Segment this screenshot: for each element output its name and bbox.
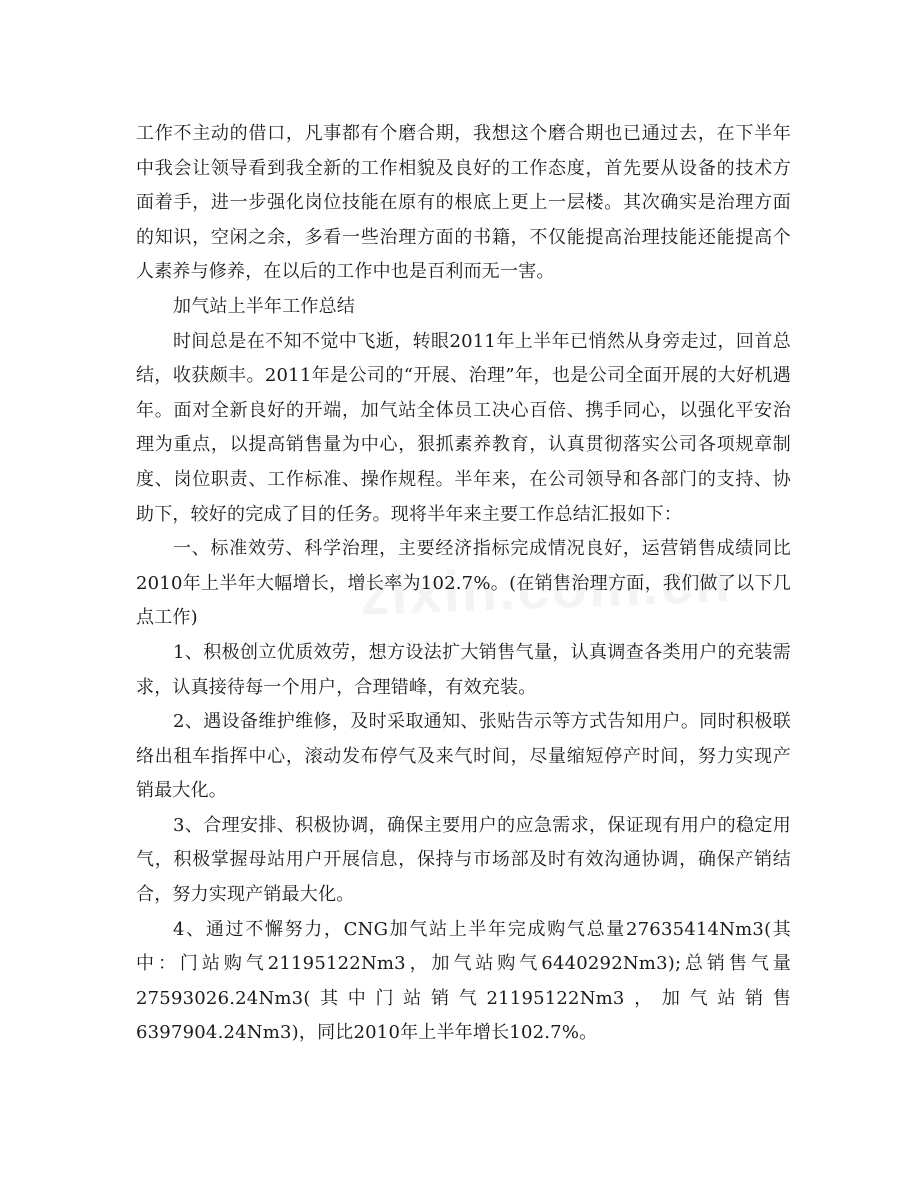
list-item-3: 3、合理安排、积极协调，确保主要用户的应急需求，保证现有用户的稳定用气，积极掌握母站用户开展信息，保持与市场部及时有效沟通协调，确保产销结合，努力实现产销最大化。	[136, 814, 791, 906]
paragraph-continuation: 工作不主动的借口，凡事都有个磨合期，我想这个磨合期也已通过去，在下半年中我会让领导看到我全新的工作相貌及良好的工作态度，首先要从设备的技术方面着手，进一步强化岗位技能在原有的根底上更上一层楼。其次确实是治理方面的知识，空闲之余，多看一些治理方面的书籍，不仅能提高治理技能还能提高个人素养与修养，在以后的工作中也是百利而无一害。	[136, 123, 791, 283]
list-item-4: 4、通过不懈努力，CNG加气站上半年完成购气总量27635414Nm3(其中：门站购气21195122Nm3，加气站购气6440292Nm3);总销售气量27593026.24Nm3(其中门站销气21195122Nm3，加气站销售6397904.24Nm3)，同比2010年上半年增长102.7%。	[136, 918, 791, 1044]
paragraph-intro: 时间总是在不知不觉中飞逝，转眼2011年上半年已悄然从身旁走过，回首总结，收获颇丰。2011年是公司的“开展、治理”年，也是公司全面开展的大好机遇年。面对全新良好的开端，加气站全体员工决心百倍、携手同心，以强化平安治理为重点，以提高销售量为中心，狠抓素养教育，认真贯彻落实公司各项规章制度、岗位职责、工作标准、操作规程。半年来，在公司领导和各部门的支持、协助下，较好的完成了目的任务。现将半年来主要工作总结汇报如下：	[136, 330, 791, 525]
list-item-1: 1、积极创立优质效劳，想方设法扩大销售气量，认真调查各类用户的充装需求，认真接待每一个用户，合理错峰，有效充装。	[136, 641, 791, 698]
list-item-2: 2、遇设备维护维修，及时采取通知、张贴告示等方式告知用户。同时积极联络出租车指挥中心，滚动发布停气及来气时间，尽量缩短停产时间，努力实现产销最大化。	[136, 711, 791, 802]
document-body	[136, 117, 791, 1051]
section-title: 加气站上半年工作总结	[173, 295, 355, 317]
paragraph-point-one: 一、标准效劳、科学治理，主要经济指标完成情况良好，运营销售成绩同比2010年上半年大幅增长，增长率为102.7%。(在销售治理方面，我们做了以下几点工作)	[136, 538, 791, 629]
